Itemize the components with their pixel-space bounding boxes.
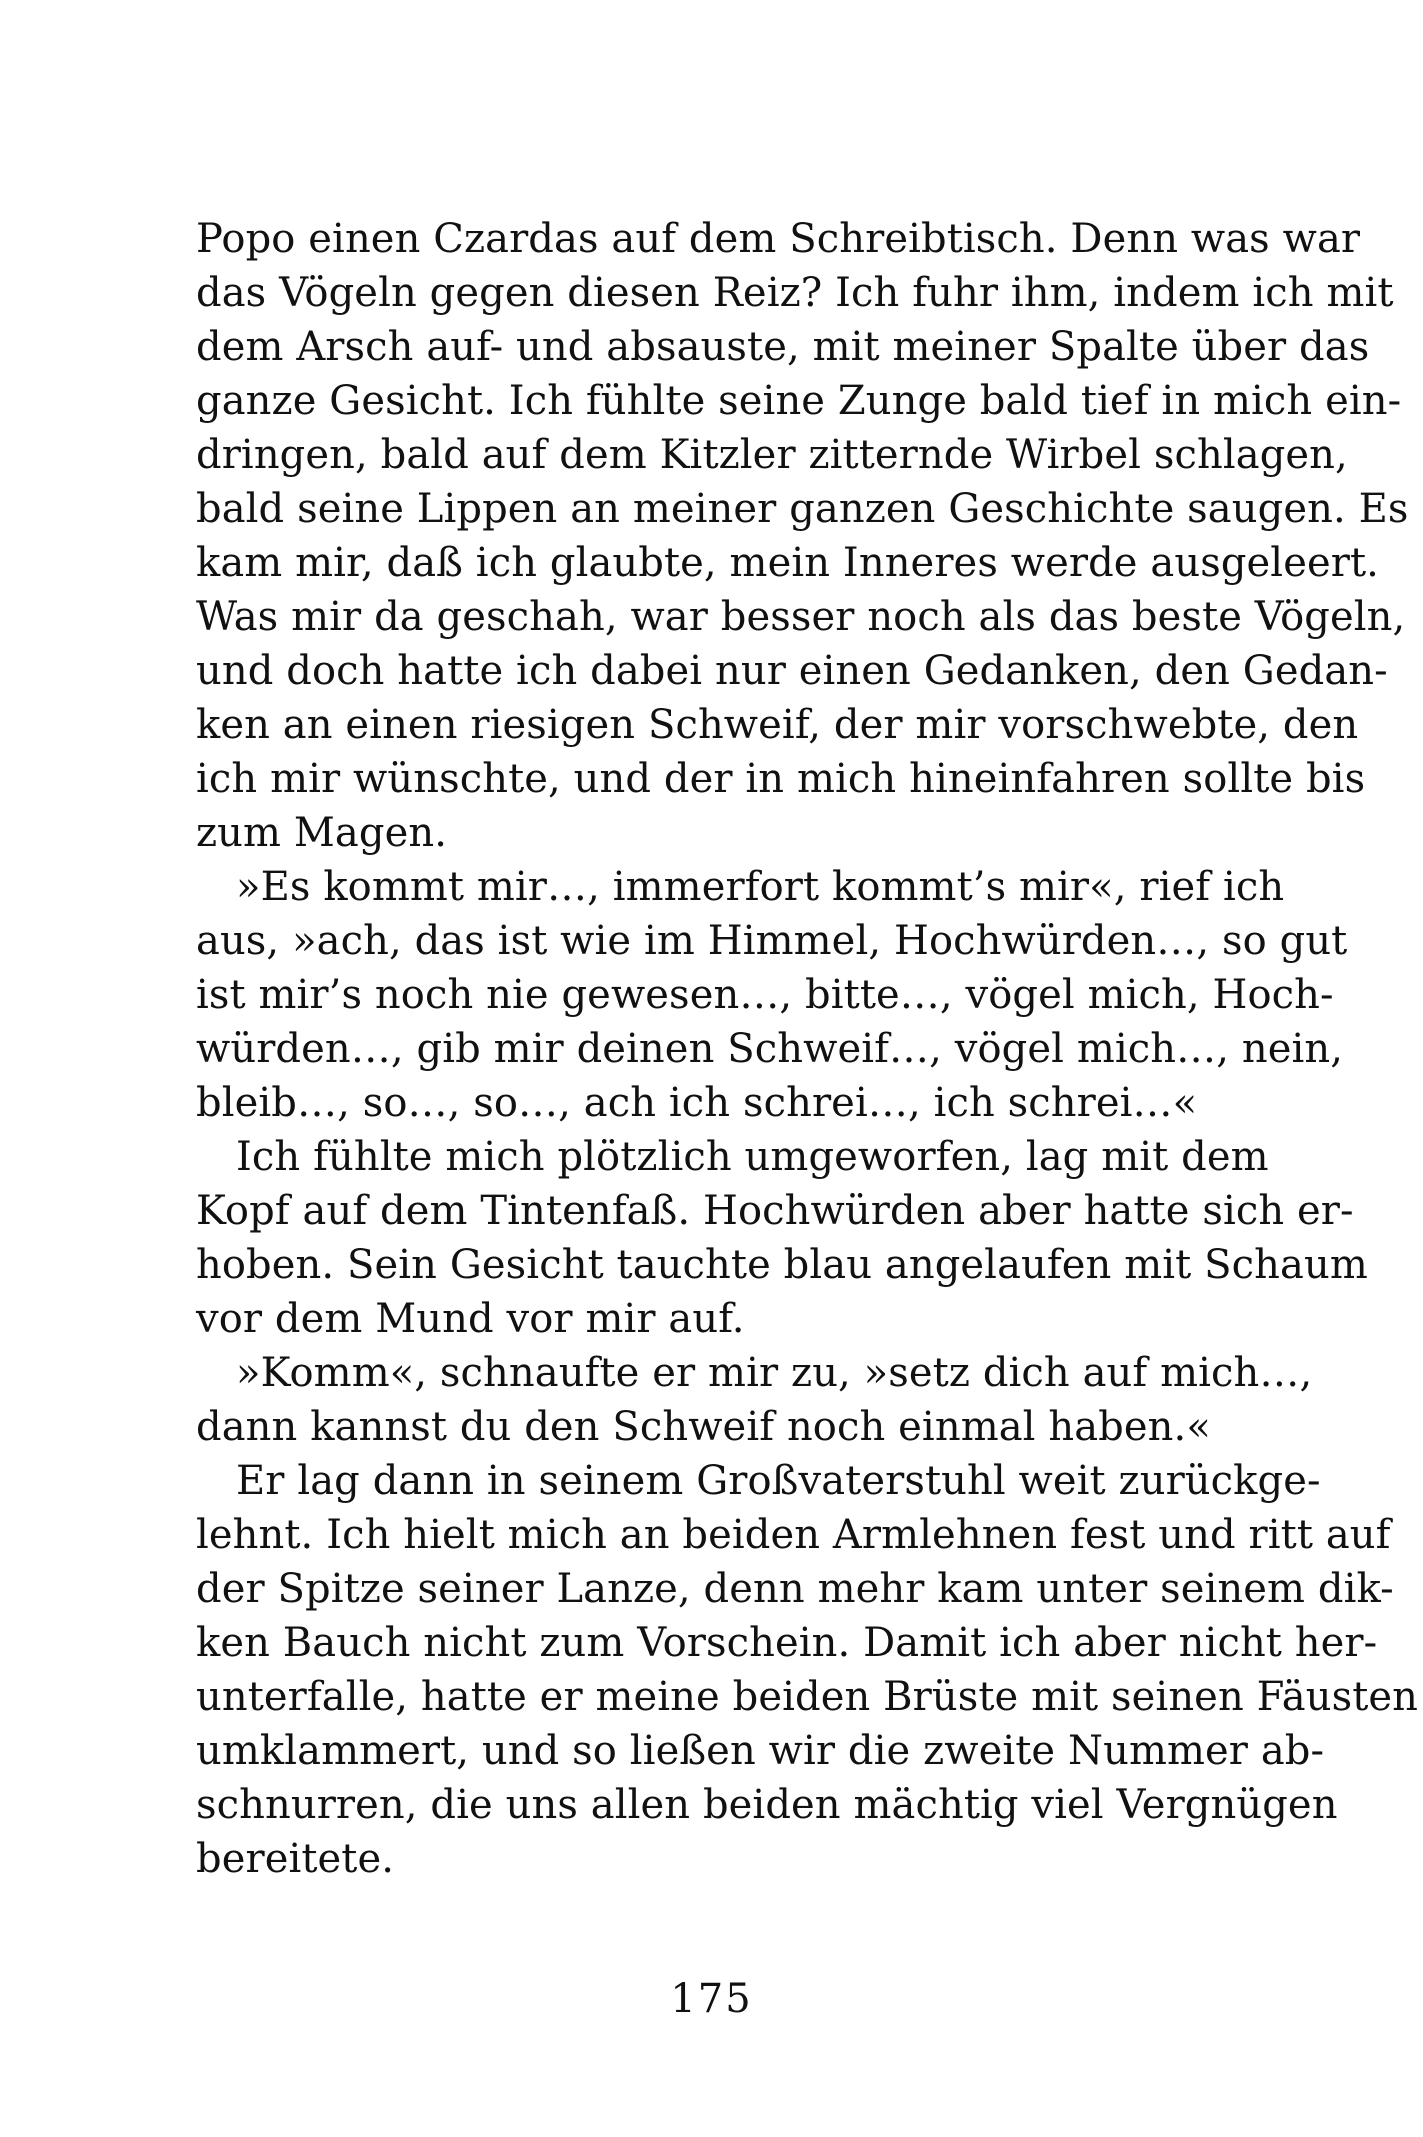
text-line: lehnt. Ich hielt mich an beiden Armlehnen fest und ritt auf	[196, 1512, 1391, 1558]
text-line: unterfalle, hatte er meine beiden Brüste mit seinen Fäusten	[196, 1674, 1419, 1720]
text-line: ich mir wünschte, und der in mich hineinfahren sollte bis	[196, 756, 1366, 802]
text-line: »Es kommt mir…, immerfort kommt’s mir«, rief ich	[236, 864, 1285, 910]
text-line: Ich fühlte mich plötzlich umgeworfen, lag mit dem	[236, 1134, 1269, 1180]
text-line: schnurren, die uns allen beiden mächtig viel Vergnügen	[196, 1782, 1338, 1828]
text-line: Was mir da geschah, war besser noch als das beste Vögeln,	[196, 594, 1406, 640]
text-line: »Komm«, schnaufte er mir zu, »setz dich auf mich…,	[236, 1350, 1313, 1396]
text-line: würden…, gib mir deinen Schweif…, vögel mich…, nein,	[196, 1026, 1344, 1072]
text-line: ken an einen riesigen Schweif, der mir vorschwebte, den	[196, 702, 1359, 748]
text-line: bereitete.	[196, 1836, 395, 1882]
text-line: dringen, bald auf dem Kitzler zitternde Wirbel schlagen,	[196, 432, 1348, 478]
text-line: bald seine Lippen an meiner ganzen Geschichte saugen. Es	[196, 486, 1409, 532]
page-number: 175	[670, 1976, 753, 2022]
text-line: ganze Gesicht. Ich fühlte seine Zunge bald tief in mich ein-	[196, 378, 1402, 424]
text-line: kam mir, daß ich glaubte, mein Inneres werde ausgeleert.	[196, 540, 1379, 586]
body-text	[196, 212, 1419, 1886]
text-line: ist mir’s noch nie gewesen…, bitte…, vögel mich, Hoch-	[196, 972, 1334, 1018]
text-line: das Vögeln gegen diesen Reiz? Ich fuhr ihm, indem ich mit	[196, 270, 1394, 316]
text-line: bleib…, so…, so…, ach ich schrei…, ich schrei…«	[196, 1080, 1198, 1126]
text-line: der Spitze seiner Lanze, denn mehr kam unter seinem dik-	[196, 1566, 1394, 1612]
text-line: dann kannst du den Schweif noch einmal haben.«	[196, 1404, 1211, 1450]
text-line: zum Magen.	[196, 810, 448, 856]
text-line: hoben. Sein Gesicht tauchte blau angelaufen mit Schaum	[196, 1242, 1368, 1288]
text-line: ken Bauch nicht zum Vorschein. Damit ich aber nicht her-	[196, 1620, 1378, 1666]
text-line: vor dem Mund vor mir auf.	[196, 1296, 745, 1342]
text-line: aus, »ach, das ist wie im Himmel, Hochwürden…, so gut	[196, 918, 1348, 964]
text-line: umklammert, und so ließen wir die zweite Nummer ab-	[196, 1728, 1325, 1774]
text-line: Er lag dann in seinem Großvaterstuhl weit zurückge-	[236, 1458, 1321, 1504]
text-line: Popo einen Czardas auf dem Schreibtisch. Denn was war	[196, 216, 1361, 262]
text-line: und doch hatte ich dabei nur einen Gedanken, den Gedan-	[196, 648, 1388, 694]
text-line: dem Arsch auf- und absauste, mit meiner Spalte über das	[196, 324, 1370, 370]
text-line: Kopf auf dem Tintenfaß. Hochwürden aber hatte sich er-	[196, 1188, 1354, 1234]
